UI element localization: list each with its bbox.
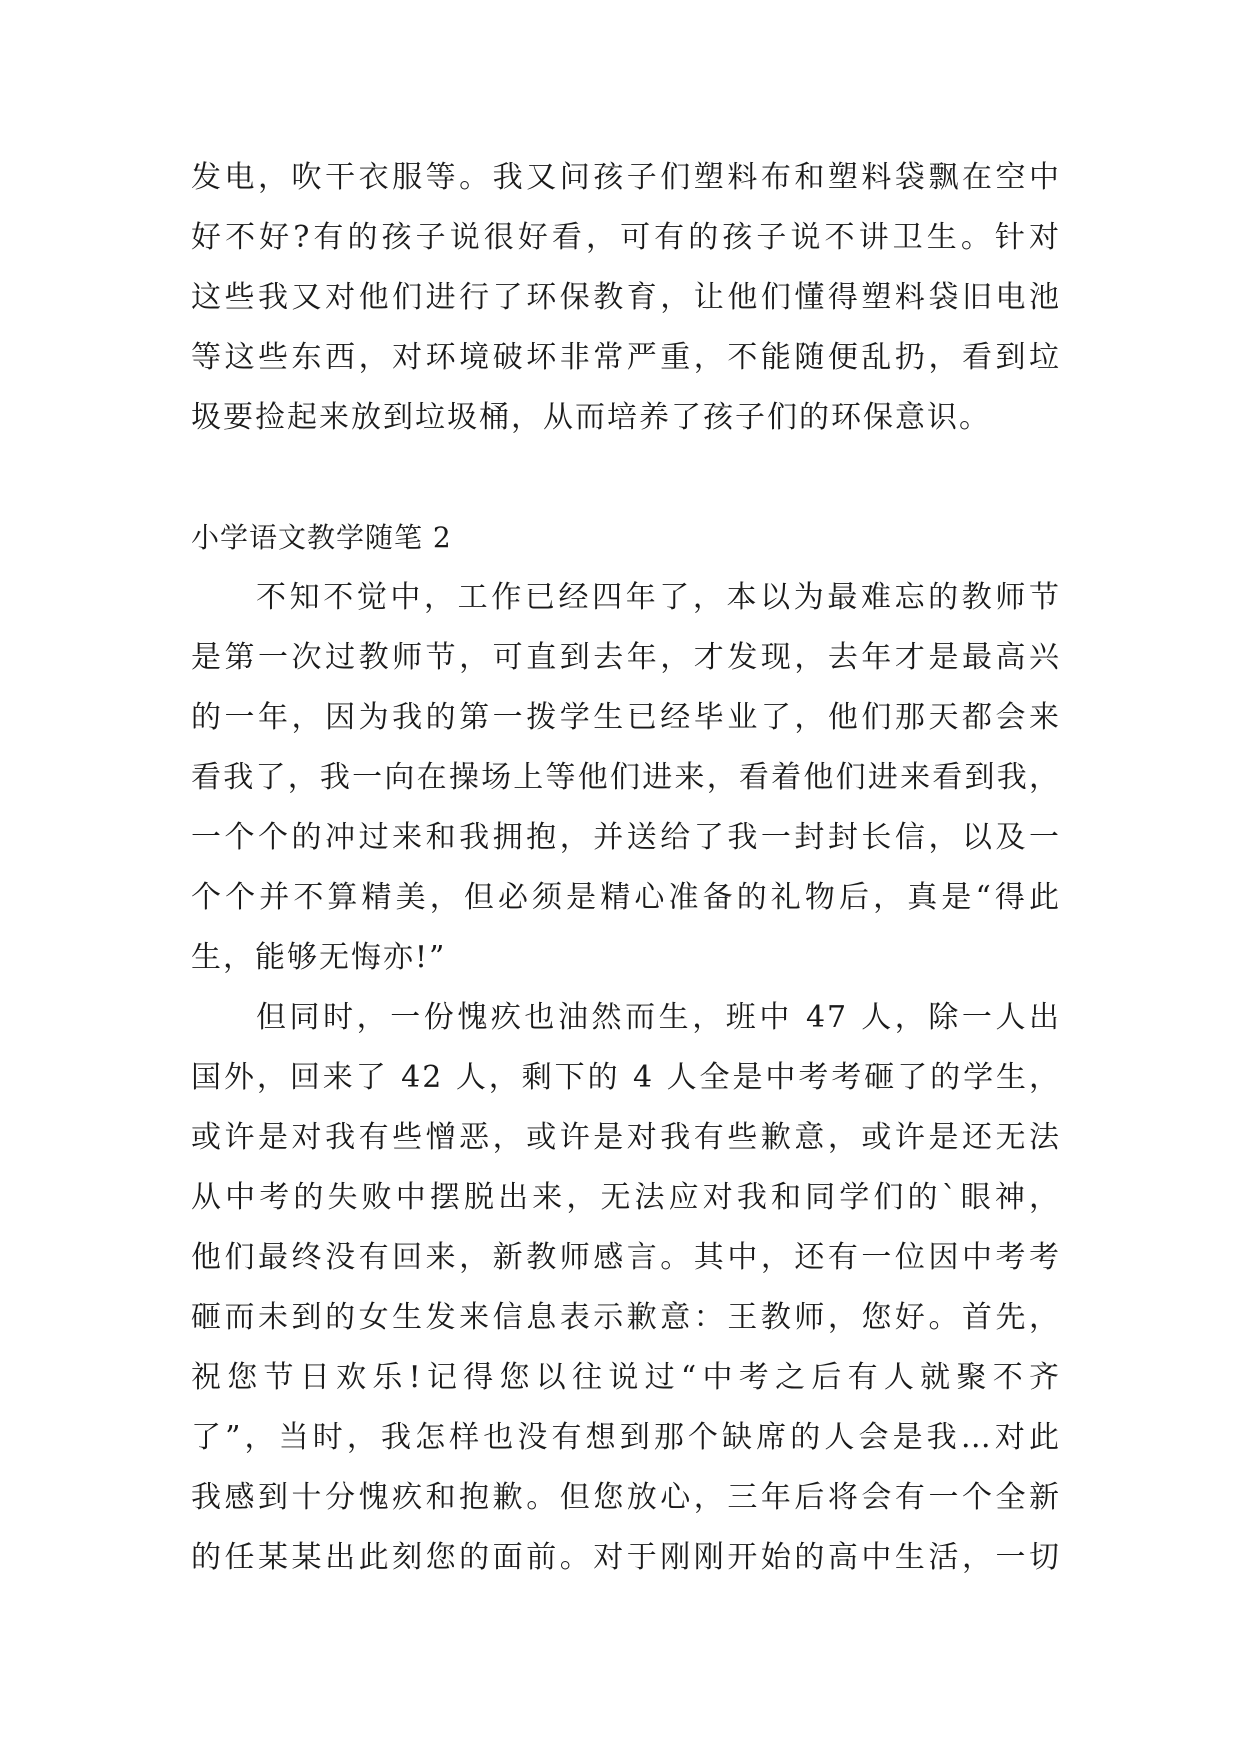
body-line: 看我了，我一向在操场上等他们进来，看着他们进来看到我， <box>191 760 1061 795</box>
body-line: 他们最终没有回来，新教师感言。其中，还有一位因中考考 <box>191 1240 1061 1275</box>
body-line: 个个并不算精美，但必须是精心准备的礼物后，真是“得此 <box>191 880 1061 915</box>
body-line: 好不好?有的孩子说很好看，可有的孩子说不讲卫生。针对 <box>191 220 1061 255</box>
body-line: 生，能够无悔亦!” <box>191 940 447 975</box>
body-line: 祝您节日欢乐!记得您以往说过“中考之后有人就聚不齐 <box>191 1360 1061 1395</box>
section-heading: 小学语文教学随笔 2 <box>191 521 452 554</box>
body-line: 从中考的失败中摆脱出来，无法应对我和同学们的`眼神， <box>191 1180 1061 1215</box>
body-line: 这些我又对他们进行了环保教育，让他们懂得塑料袋旧电池 <box>191 280 1061 315</box>
body-line: 一个个的冲过来和我拥抱，并送给了我一封封长信，以及一 <box>191 820 1061 855</box>
body-line: 发电，吹干衣服等。我又问孩子们塑料布和塑料袋飘在空中 <box>191 160 1061 195</box>
body-line: 了”，当时，我怎样也没有想到那个缺席的人会是我…对此 <box>191 1420 1061 1455</box>
body-line: 或许是对我有些憎恶，或许是对我有些歉意，或许是还无法 <box>191 1120 1061 1155</box>
body-line: 的一年，因为我的第一拨学生已经毕业了，他们那天都会来 <box>191 700 1061 735</box>
body-line: 砸而未到的女生发来信息表示歉意：王教师，您好。首先， <box>191 1300 1061 1335</box>
body-line: 但同时，一份愧疚也油然而生，班中 47 人，除一人出 <box>256 1000 1061 1035</box>
body-line: 我感到十分愧疚和抱歉。但您放心，三年后将会有一个全新 <box>191 1480 1061 1515</box>
body-line: 国外，回来了 42 人，剩下的 4 人全是中考考砸了的学生， <box>191 1060 1061 1095</box>
body-line: 的任某某出此刻您的面前。对于刚刚开始的高中生活，一切 <box>191 1540 1061 1575</box>
body-line: 是第一次过教师节，可直到去年，才发现，去年才是最高兴 <box>191 640 1061 675</box>
body-line: 圾要捡起来放到垃圾桶，从而培养了孩子们的环保意识。 <box>191 400 991 435</box>
body-line: 不知不觉中，工作已经四年了，本以为最难忘的教师节 <box>256 580 1061 615</box>
body-line: 等这些东西，对环境破坏非常严重，不能随便乱扔，看到垃 <box>191 340 1061 375</box>
